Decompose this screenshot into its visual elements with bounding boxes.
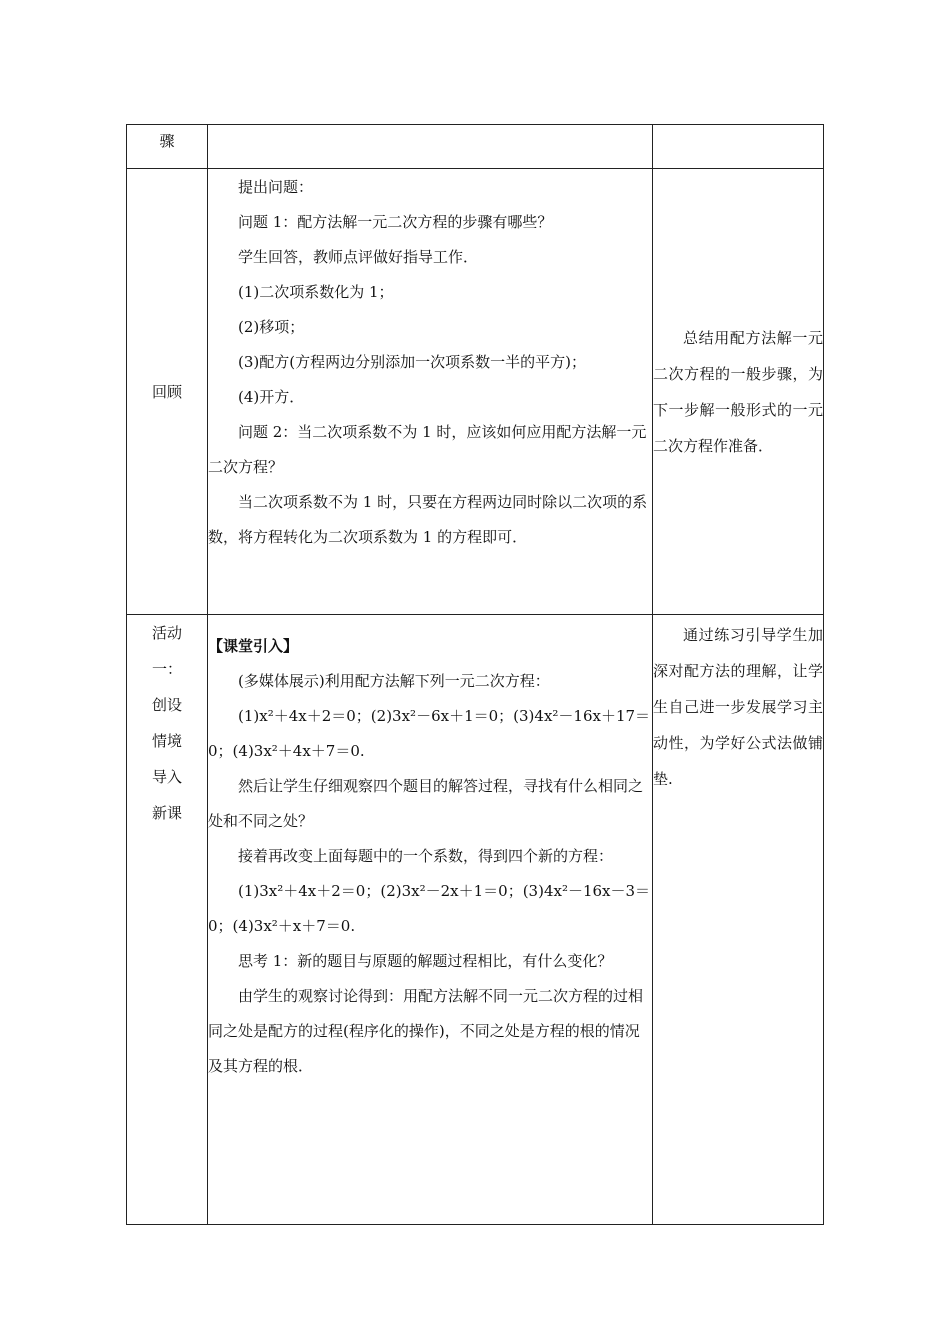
paragraph: 学生回答，教师点评做好指导工作．	[238, 248, 479, 266]
step-cell: 回顾	[127, 169, 208, 615]
step-cell	[127, 615, 208, 1225]
step-label-line: 创设	[151, 696, 182, 714]
step-label-line: 一：	[151, 660, 182, 678]
step-label-line: 情境	[151, 732, 182, 750]
paragraph: 由学生的观察讨论得到：用配方法解不同一元二次方程的过相同之处是配方的过程(程序化的操作)，不同之处是方程的根的情况及其方程的根．	[208, 987, 644, 1075]
note-cell	[653, 169, 824, 615]
paragraph: 当二次项系数不为 1 时，只要在方程两边同时除以二次项的系数，将方程转化为二次项系数为 1 的方程即可．	[208, 493, 648, 546]
paragraph: 提出问题：	[238, 178, 314, 196]
step-cell: 骤	[127, 125, 208, 169]
paragraph: (多媒体展示)利用配方法解下列一元二次方程：	[238, 672, 550, 690]
paragraph: 然后让学生仔细观察四个题目的解答过程，寻找有什么相同之处和不同之处？	[208, 777, 644, 830]
paragraph: (1)二次项系数化为 1；	[238, 283, 394, 301]
paragraph: 思考 1：新的题目与原题的解题过程相比，有什么变化？	[238, 952, 613, 970]
content-cell	[208, 125, 653, 169]
table-row	[127, 615, 824, 1225]
design-note: 通过练习引导学生加深对配方法的理解，让学生自己进一步发展学习主动性，为学好公式法做铺垫.	[653, 626, 823, 788]
note-cell	[653, 615, 824, 1225]
paragraph: 问题 1：配方法解一元二次方程的步骤有哪些？	[238, 213, 553, 231]
design-note: 总结用配方法解一元二次方程的一般步骤，为下一步解一般形式的一元二次方程作准备．	[653, 328, 823, 455]
paragraph: 问题 2：当二次项系数不为 1 时，应该如何应用配方法解一元二次方程？	[208, 423, 647, 476]
content-cell	[208, 615, 653, 1225]
paragraph: (2)移项；	[238, 318, 305, 336]
table-row	[127, 169, 824, 615]
lesson-plan-table	[126, 124, 824, 1225]
paragraph: (4)开方．	[238, 388, 305, 406]
paragraph: (3)配方(方程两边分别添加一次项系数一半的平方)；	[238, 353, 586, 371]
paragraph: (1)3x²＋4x＋2＝0；(2)3x²－2x＋1＝0；(3)4x²－16x－3＝0；(4)3x²＋x＋7＝0.	[208, 882, 651, 935]
content-cell	[208, 169, 653, 615]
section-heading: 【课堂引入】	[208, 637, 299, 655]
table-row	[127, 125, 824, 169]
step-label-line: 活动	[151, 624, 182, 642]
step-label-line: 导入	[151, 768, 182, 786]
paragraph: (1)x²＋4x＋2＝0；(2)3x²－6x＋1＝0；(3)4x²－16x＋17＝0；(4)3x²＋4x＋7＝0.	[208, 707, 651, 760]
note-cell	[653, 125, 824, 169]
paragraph: 接着再改变上面每题中的一个系数，得到四个新的方程：	[238, 847, 614, 865]
step-label-line: 新课	[151, 804, 182, 822]
